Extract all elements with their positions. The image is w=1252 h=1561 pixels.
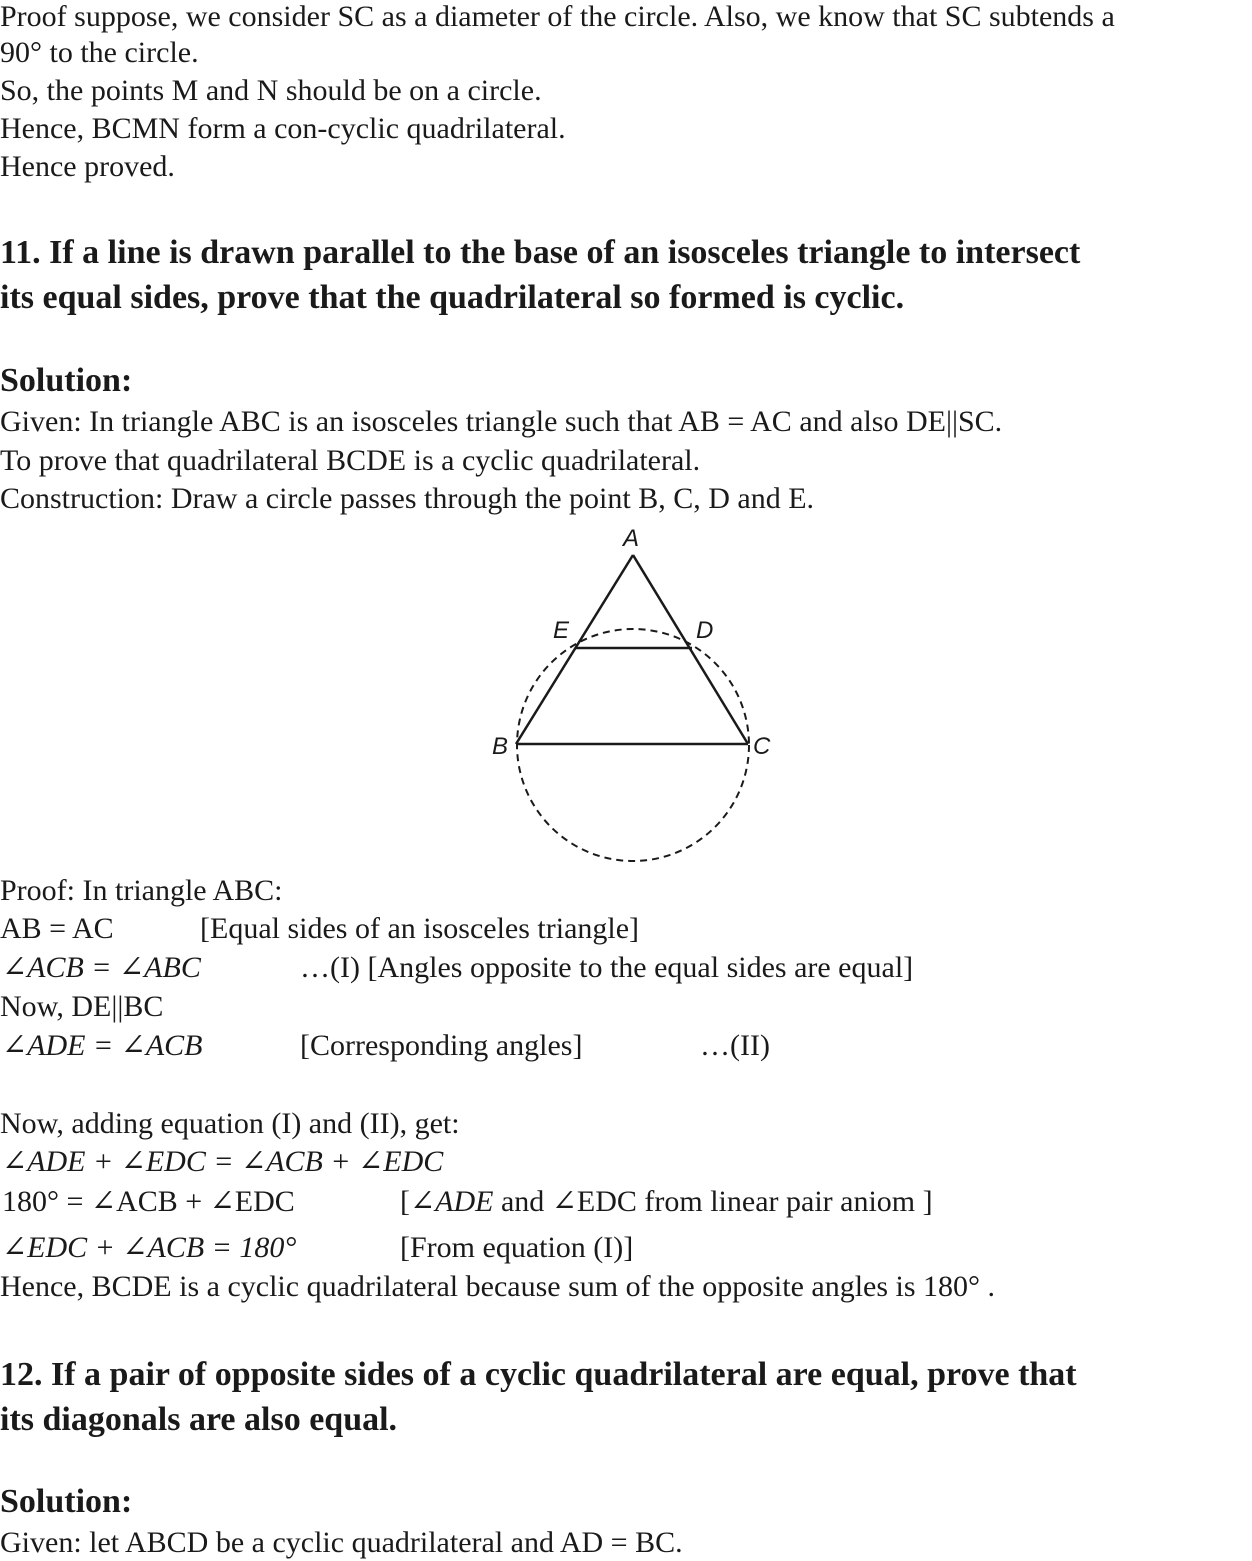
equation-2-reason-angle: ∠ADE: [410, 1185, 494, 1218]
equation-2-value: 180° = ∠ACB + ∠EDC: [2, 1185, 295, 1218]
triangle-circle-figure: [480, 520, 800, 870]
side-ac: [633, 555, 748, 744]
intro-line-4: Hence, BCMN form a con-cyclic quadrilateral.: [0, 112, 566, 145]
question-12-line-1: 12. If a pair of opposite sides of a cyclic quadrilateral are equal, prove that: [0, 1356, 1077, 1393]
step-4-equation: ∠ADE = ∠ACB: [2, 1029, 203, 1062]
intro-line-1: Proof suppose, we consider SC as a diameter of the circle. Also, we know that SC subtends a: [0, 0, 1115, 33]
equation-2-reason: [400, 1185, 933, 1219]
solution-heading-11: Solution:: [0, 362, 133, 399]
label-d: D: [696, 617, 714, 644]
step-3-parallel: Now, DE||BC: [0, 990, 164, 1023]
question-12-line-2: its diagonals are also equal.: [0, 1401, 398, 1438]
step-1-equation: AB = AC: [0, 912, 114, 945]
intro-line-5: Hence proved.: [0, 150, 175, 183]
step-2-reason: …(I) [Angles opposite to the equal sides are equal]: [300, 951, 914, 984]
equation-3-reason: [From equation (I)]: [400, 1231, 634, 1264]
label-b: B: [492, 733, 509, 760]
question-11-line-2: its equal sides, prove that the quadrilateral so formed is cyclic.: [0, 279, 905, 316]
intro-line-2: 90° to the circle.: [0, 36, 199, 69]
step-1-reason: [Equal sides of an isosceles triangle]: [200, 912, 640, 945]
equation-2-reason-open: [: [400, 1185, 410, 1218]
construction-11: Construction: Draw a circle passes through the point B, C, D and E.: [0, 482, 815, 515]
proof-heading-11: Proof: In triangle ABC:: [0, 874, 283, 907]
step-2-equation: ∠ACB = ∠ABC: [2, 951, 201, 984]
given-12: Given: let ABCD be a cyclic quadrilateral and AD = BC.: [0, 1526, 683, 1559]
equation-3: ∠EDC + ∠ACB = 180°: [2, 1231, 297, 1264]
intro-line-3: So, the points M and N should be on a circle.: [0, 74, 542, 107]
question-11-line-1: 11. If a line is drawn parallel to the base of an isosceles triangle to intersect: [0, 234, 1081, 271]
given-11: Given: In triangle ABC is an isosceles triangle such that AB = AC and also DE||SC.: [0, 405, 1003, 438]
equation-1: ∠ADE + ∠EDC = ∠ACB + ∠EDC: [2, 1145, 444, 1178]
adding-line: Now, adding equation (I) and (II), get:: [0, 1107, 460, 1140]
label-a: A: [623, 525, 640, 552]
equation-2: [2, 1185, 295, 1219]
label-e: E: [553, 617, 570, 644]
equation-2-reason-text: and ∠EDC from linear pair aniom ]: [493, 1185, 933, 1218]
step-4-tag: …(II): [700, 1029, 770, 1062]
to-prove-11: To prove that quadrilateral BCDE is a cyclic quadrilateral.: [0, 444, 701, 477]
solution-heading-12: Solution:: [0, 1483, 133, 1520]
side-ab: [516, 555, 633, 744]
label-c: C: [753, 733, 771, 760]
conclusion-11: Hence, BCDE is a cyclic quadrilateral because sum of the opposite angles is 180° .: [0, 1270, 996, 1303]
step-4-reason: [Corresponding angles]: [300, 1029, 583, 1062]
